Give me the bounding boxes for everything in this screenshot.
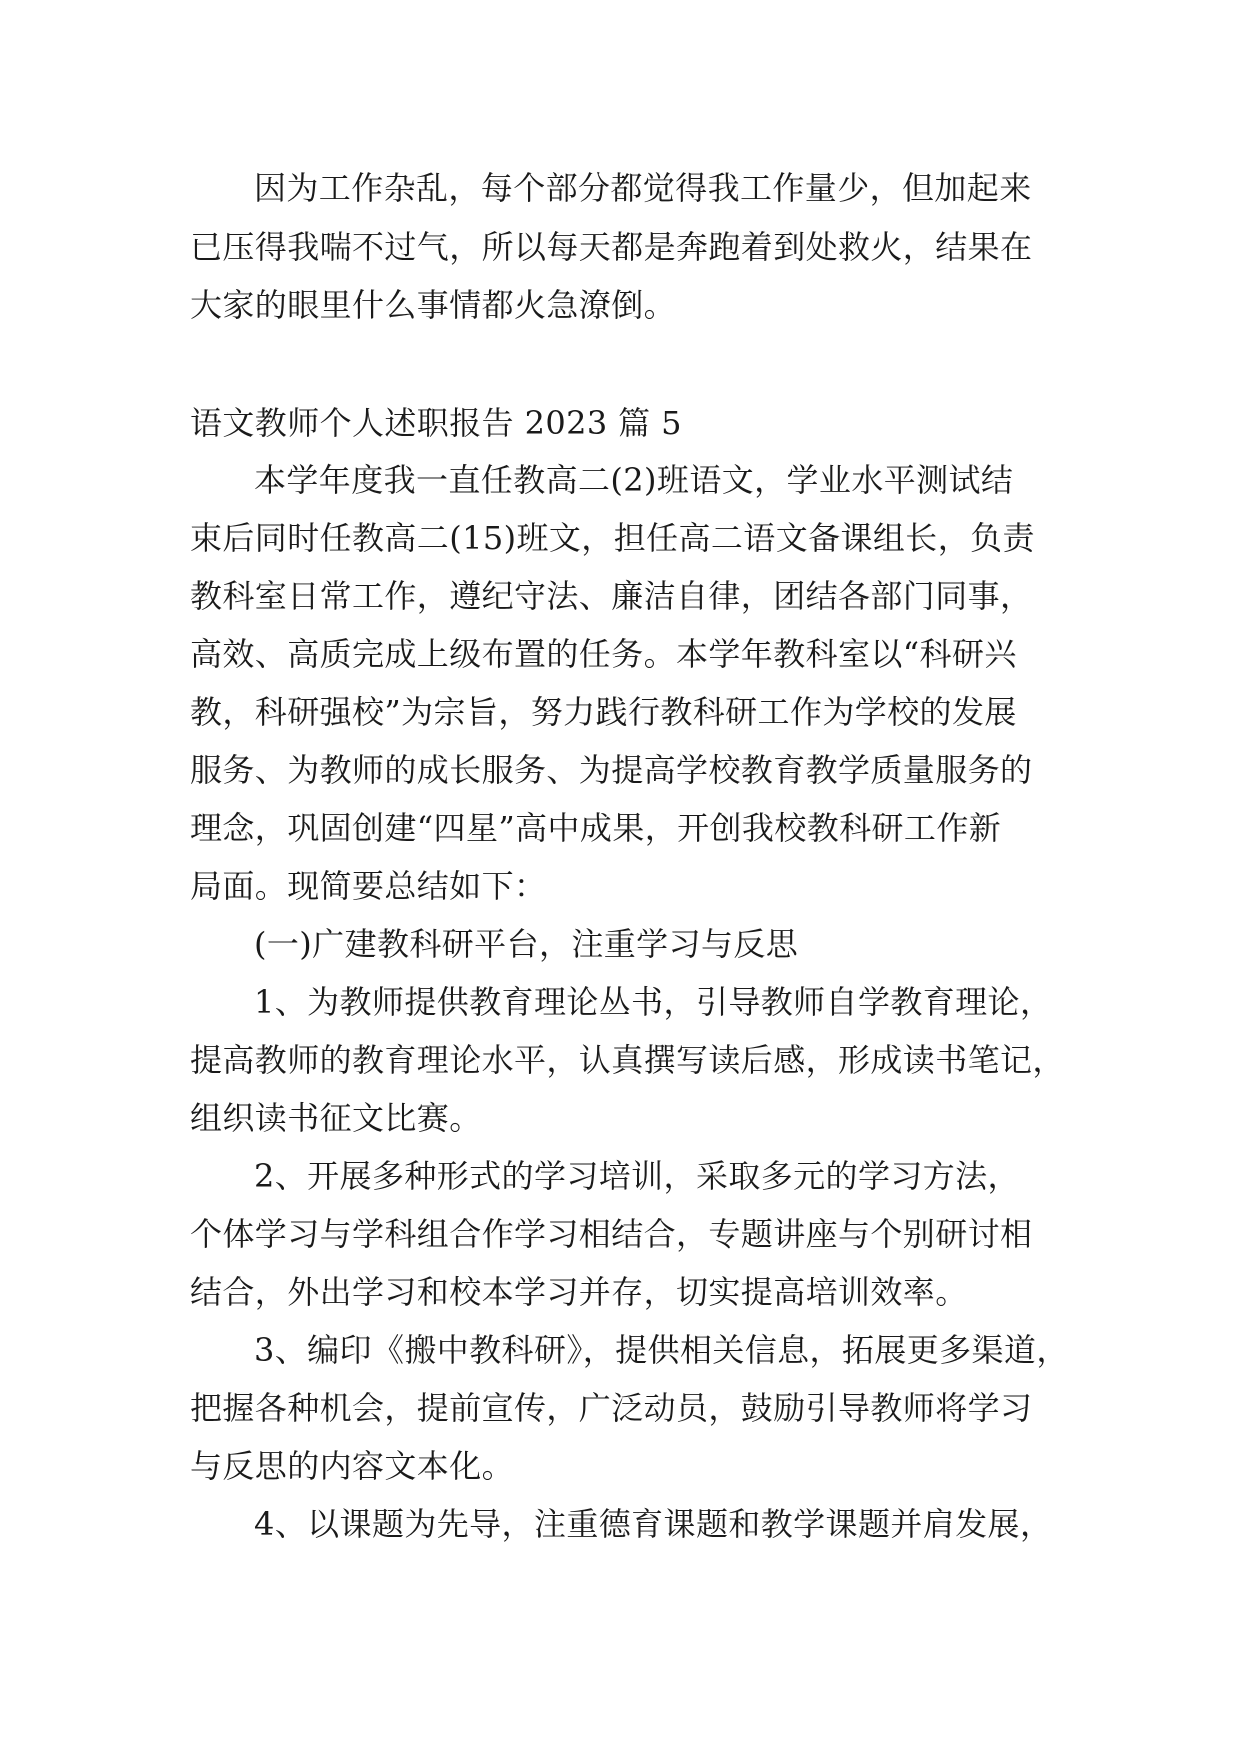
paragraph-line: 理念，巩固创建“四星”高中成果，开创我校教科研工作新 (190, 809, 1002, 847)
paragraph-line: 教，科研强校”为宗旨，努力践行教科研工作为学校的发展 (190, 693, 1017, 731)
paragraph-line: 服务、为教师的成长服务、为提高学校教育教学质量服务的 (190, 751, 1033, 789)
paragraph-line: 本学年度我一直任教高二(2)班语文，学业水平测试结 (254, 461, 1014, 499)
paragraph-line: 个体学习与学科组合作学习相结合，专题讲座与个别研讨相 (190, 1215, 1033, 1253)
paragraph-line: 3、编印《搬中教科研》，提供相关信息，拓展更多渠道， (254, 1331, 1069, 1369)
paragraph-line: 组织读书征文比赛。 (190, 1099, 482, 1137)
paragraph-line: 高效、高质完成上级布置的任务。本学年教科室以“科研兴 (190, 635, 1017, 673)
paragraph-line: 与反思的内容文本化。 (190, 1447, 515, 1485)
section-heading: 语文教师个人述职报告 2023 篇 5 (190, 404, 682, 442)
paragraph-line: 束后同时任教高二(15)班文，担任高二语文备课组长，负责 (190, 519, 1035, 557)
paragraph-line: 结合，外出学习和校本学习并存，切实提高培训效率。 (190, 1273, 968, 1311)
paragraph-line: 4、以课题为先导，注重德育课题和教学课题并肩发展， (254, 1505, 1053, 1543)
paragraph-line: 大家的眼里什么事情都火急潦倒。 (190, 286, 677, 324)
paragraph-line: 局面。现简要总结如下： (190, 867, 547, 905)
subsection-heading: (一)广建教科研平台，注重学习与反思 (254, 925, 799, 963)
paragraph-line: 1、为教师提供教育理论丛书，引导教师自学教育理论， (254, 983, 1053, 1021)
paragraph-line: 教科室日常工作，遵纪守法、廉洁自律，团结各部门同事， (190, 577, 1033, 615)
paragraph-line: 把握各种机会，提前宣传，广泛动员，鼓励引导教师将学习 (190, 1389, 1033, 1427)
paragraph-line: 已压得我喘不过气，所以每天都是奔跑着到处救火，结果在 (190, 228, 1033, 266)
paragraph-line: 提高教师的教育理论水平，认真撰写读后感，形成读书笔记， (190, 1041, 1065, 1079)
paragraph-line: 因为工作杂乱，每个部分都觉得我工作量少，但加起来 (254, 169, 1032, 207)
paragraph-line: 2、开展多种形式的学习培训，采取多元的学习方法， (254, 1157, 1020, 1195)
